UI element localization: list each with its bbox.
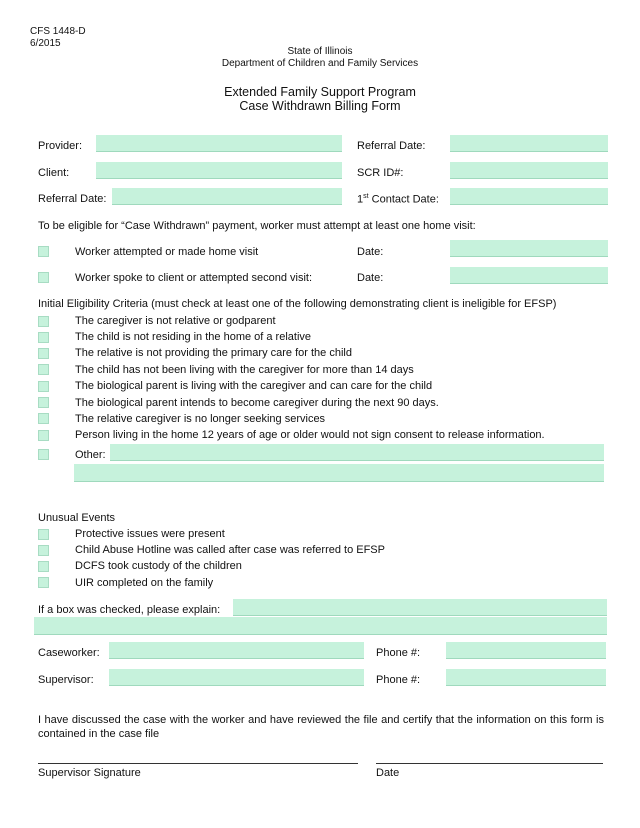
first-contact-rest: Contact Date: [368, 193, 439, 206]
referral-date-left-label: Referral Date: [38, 193, 107, 205]
criteria-checkbox-8[interactable] [38, 430, 49, 441]
eligibility-intro: To be eligible for “Case Withdrawn” payment, worker must attempt at least one home visit: [38, 220, 476, 232]
first-contact-date-label [357, 193, 439, 206]
unusual-checkbox-2[interactable] [38, 545, 49, 556]
form-date: 6/2015 [30, 38, 61, 49]
home-visit-date-label: Date: [357, 246, 384, 258]
supervisor-label: Supervisor: [38, 674, 94, 686]
provider-field[interactable] [96, 135, 342, 152]
provider-label: Provider: [38, 140, 83, 152]
unusual-item-2: Child Abuse Hotline was called after case was referred to EFSP [75, 544, 385, 556]
second-visit-checkbox[interactable] [38, 272, 49, 283]
supervisor-phone-field[interactable] [446, 669, 606, 686]
other-label: Other: [75, 449, 106, 461]
criteria-item-8: Person living in the home 12 years of age or older would not sign consent to release information. [75, 429, 545, 441]
referral-date-right-field[interactable] [450, 135, 608, 152]
explain-field[interactable] [233, 599, 607, 616]
other-field-line-2[interactable] [74, 464, 604, 482]
department-name: Department of Children and Family Services [221, 58, 419, 69]
client-label: Client: [38, 167, 70, 179]
other-checkbox[interactable] [38, 449, 49, 460]
criteria-heading: Initial Eligibility Criteria (must check at least one of the following demonstrating client is ineligible for EFSP) [38, 298, 557, 310]
date-line [376, 763, 603, 764]
criteria-item-1: The caregiver is not relative or godparent [75, 315, 276, 327]
unusual-heading: Unusual Events [38, 512, 116, 524]
date-label: Date [376, 767, 400, 779]
certification-text: I have discussed the case with the worker and have reviewed the file and certify that the information on this form is contained in the case file [38, 714, 604, 740]
criteria-checkbox-7[interactable] [38, 413, 49, 424]
first-contact-num: 1 [357, 193, 364, 206]
unusual-checkbox-4[interactable] [38, 577, 49, 588]
explain-field-line-2[interactable] [34, 617, 607, 635]
signature-label: Supervisor Signature [38, 767, 141, 779]
supervisor-phone-label: Phone #: [376, 674, 421, 686]
caseworker-field[interactable] [109, 642, 364, 659]
second-visit-date-label: Date: [357, 272, 384, 284]
criteria-checkbox-5[interactable] [38, 381, 49, 392]
referral-date-left-field[interactable] [112, 188, 342, 205]
scr-id-label: SCR ID#: [357, 167, 404, 179]
unusual-item-3: DCFS took custody of the children [75, 560, 242, 572]
second-visit-date-field[interactable] [450, 267, 608, 284]
home-visit-label: Worker attempted or made home visit [75, 246, 259, 258]
first-contact-date-field[interactable] [450, 188, 608, 205]
unusual-checkbox-3[interactable] [38, 561, 49, 572]
criteria-item-4: The child has not been living with the caregiver for more than 14 days [75, 364, 414, 376]
referral-date-right-label: Referral Date: [357, 140, 426, 152]
criteria-checkbox-6[interactable] [38, 397, 49, 408]
home-visit-checkbox[interactable] [38, 246, 49, 257]
criteria-item-6: The biological parent intends to become caregiver during the next 90 days. [75, 397, 439, 409]
supervisor-field[interactable] [109, 669, 364, 686]
criteria-checkbox-3[interactable] [38, 348, 49, 359]
criteria-item-2: The child is not residing in the home of a relative [75, 331, 312, 343]
state-name: State of Illinois [287, 46, 353, 57]
criteria-checkbox-1[interactable] [38, 316, 49, 327]
signature-line [38, 763, 358, 764]
caseworker-label: Caseworker: [38, 647, 100, 659]
form-id: CFS 1448-D [30, 26, 86, 37]
criteria-item-5: The biological parent is living with the caregiver and can care for the child [75, 380, 433, 392]
criteria-item-7: The relative caregiver is no longer seeking services [75, 413, 326, 425]
unusual-checkbox-1[interactable] [38, 529, 49, 540]
criteria-checkbox-4[interactable] [38, 364, 49, 375]
second-visit-label: Worker spoke to client or attempted second visit: [75, 272, 313, 284]
first-contact-sup: st [363, 193, 369, 200]
caseworker-phone-label: Phone #: [376, 647, 421, 659]
unusual-item-4: UIR completed on the family [75, 577, 214, 589]
criteria-item-3: The relative is not providing the primary care for the child [75, 347, 352, 359]
unusual-item-1: Protective issues were present [75, 528, 225, 540]
home-visit-date-field[interactable] [450, 240, 608, 257]
criteria-checkbox-2[interactable] [38, 332, 49, 343]
other-field[interactable] [110, 444, 604, 461]
form-title: Case Withdrawn Billing Form [239, 99, 401, 113]
explain-label: If a box was checked, please explain: [38, 604, 221, 616]
program-name: Extended Family Support Program [224, 85, 416, 99]
caseworker-phone-field[interactable] [446, 642, 606, 659]
scr-id-field[interactable] [450, 162, 608, 179]
client-field[interactable] [96, 162, 342, 179]
